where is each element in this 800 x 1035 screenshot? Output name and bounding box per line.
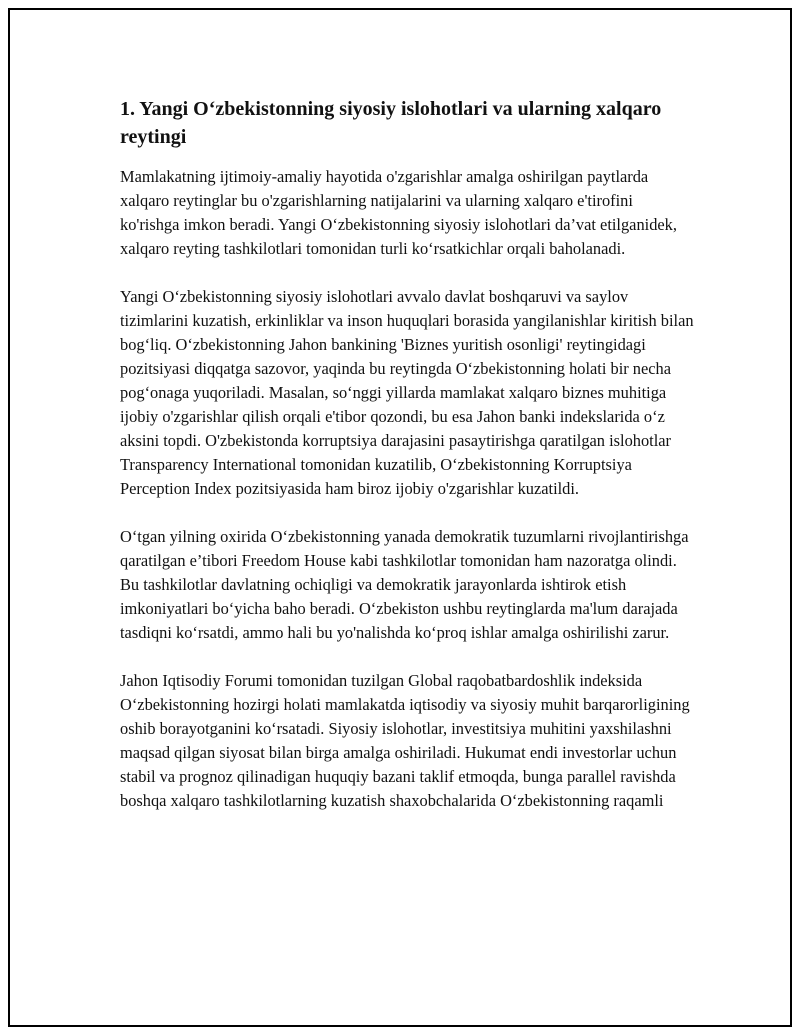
paragraph-2: Yangi O‘zbekistonning siyosiy islohotlari avvalo davlat boshqaruvi va saylov tizimlarini kuzatish, erkinliklar va inson huquqlari borasida yangilanishlar kiritish bilan bog‘liq. O‘zbekistonning Jahon bankining 'Biznes yuritish osonligi' reytingidagi pozitsiyasi diqqatga sazovor, yaqinda bu reytingda O‘zbekistonning holati bir necha pog‘onaga yuqoriladi. Masalan, so‘nggi yillarda mamlakat xalqaro biznes muhitiga ijobiy o'zgarishlar qilish orqali e'tibor qozondi, bu esa Jahon banki indekslarida o‘z aksini topdi. O'zbekistonda korruptsiya darajasini pasaytirishga qaratilgan islohotlar Transparency International tomonidan kuzatilib, O‘zbekistonning Korruptsiya Perception Index pozitsiyasida ham biroz ijobiy o'zgarishlar kuzatildi.: [120, 287, 694, 498]
paragraph-4: Jahon Iqtisodiy Forumi tomonidan tuzilgan Global raqobatbardoshlik indeksida O‘zbekistonning hozirgi holati mamlakatda iqtisodiy va siyosiy muhit barqarorligining oshib borayotganini ko‘rsatadi. Siyosiy islohotlar, investitsiya muhitini yaxshilashni maqsad qilgan siyosat bilan birga amalga oshiriladi. Hukumat endi investorlar uchun stabil va prognoz qilinadigan huquqiy bazani taklif etmoqda, bunga parallel ravishda boshqa xalqaro tashkilotlarning kuzatish shaxobchalarida O‘zbekistonning raqamli: [120, 671, 690, 810]
page-frame: [8, 8, 792, 1027]
paragraph-3: O‘tgan yilning oxirida O‘zbekistonning yanada demokratik tuzumlarni rivojlantirishga qaratilgan e’tibori Freedom House kabi tashkilotlar tomonidan ham nazoratga olindi. Bu tashkilotlar davlatning ochiqligi va demokratik jarayonlarda ishtirok etish imkoniyatlari bo‘yicha baho beradi. O‘zbekiston ushbu reytinglarda ma'lum darajada tasdiqni ko‘rsatdi, ammo hali bu yo'nalishda ko‘proq ishlar amalga oshirilishi zarur.: [120, 527, 689, 642]
paragraph-1: Mamlakatning ijtimoiy-amaliy hayotida o'zgarishlar amalga oshirilgan paytlarda xalqaro reytinglar bu o'zgarishlarning natijalarini va ularning xalqaro e'tirofini ko'rishga imkon beradi. Yangi O‘zbekistonning siyosiy islohotlari da’vat etilganidek, xalqaro reyting tashkilotlari tomonidan turli ko‘rsatkichlar orqali baholanadi.: [120, 167, 677, 258]
section-heading: 1. Yangi O‘zbekistonning siyosiy islohotlari va ularning xalqaro reytingi: [120, 98, 662, 148]
document-body: [120, 95, 696, 837]
